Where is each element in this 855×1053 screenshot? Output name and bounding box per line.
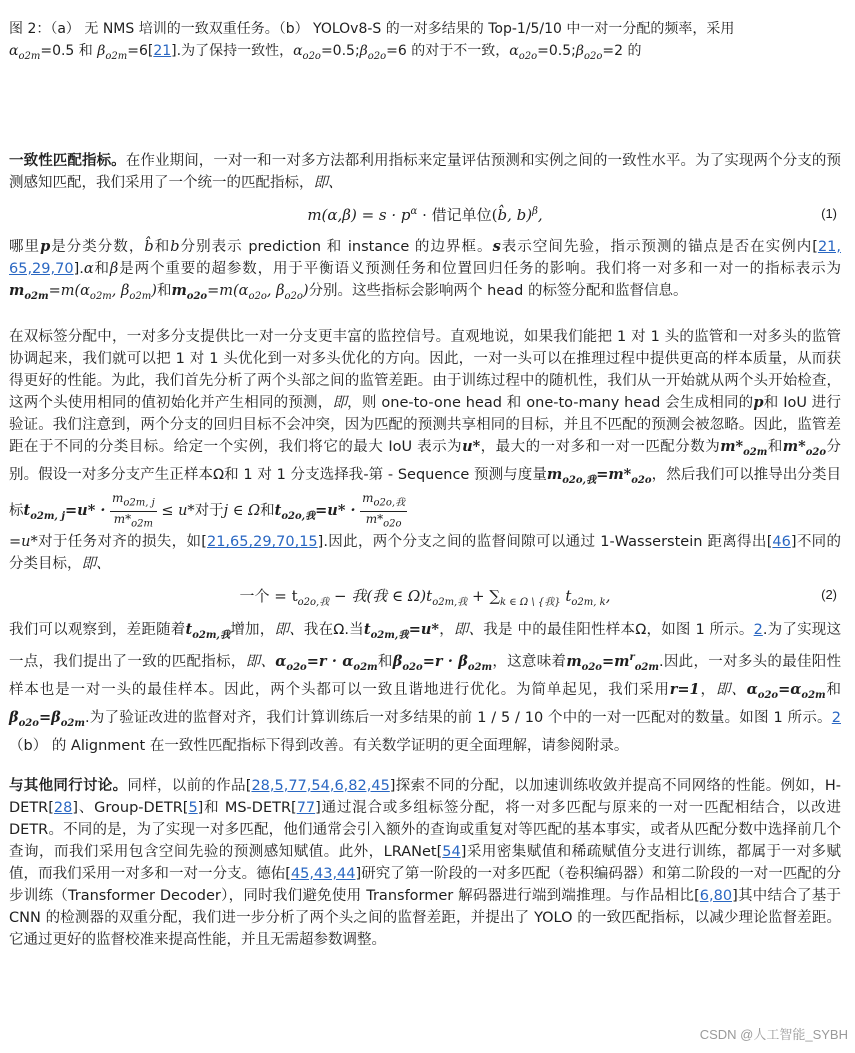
document-page: [9, 18, 841, 951]
caption-line1: 图 2：（a） 无 NMS 培训的一致双重任务。（b） YOLOv8-S 的一对多结果的 Top-1/5/10 中一对一分配的频率，采用: [9, 21, 735, 37]
ref-link[interactable]: 45,43,44: [290, 865, 356, 882]
figure-link[interactable]: 2: [753, 622, 763, 639]
ref-link[interactable]: 77: [296, 799, 316, 816]
equation-2: 一个 = $t_{o2o,我}$ − 我(我 ∈ $\Omega)t_{o2m,我} + \sum_{k \in \Omega \backslash \{我\}}$ $t_{o2m, k}$, (2): [239, 587, 837, 609]
watermark: CSDN @人工智能_SYBH: [699, 1027, 848, 1042]
ref-link[interactable]: 28,5,77,54,6,82,45: [251, 777, 390, 794]
paragraph-discussion: 与其他同行讨论。同样，以前的作品[28,5,77,54,6,82,45]探索不同的分配，以加速训练收敛并提高不同网络的性能。例如，H-DETR[28]、Group-DETR[5]和 MS-DETR[77]通过混合或多组标签分配，将一对多匹配与原来的一对一匹配相结合，以改进 DETR。不同的是，为了实现一对多匹配，他们通常会引入额外的查询或重复对等匹配的基本事实，或者从匹配分数中选择前几个查询，而我们采用包含空间先验的预测感知赋值。此外，LRANet[54]采用密集赋值和稀疏赋值分支进行训练，都属于一对多赋值，而我们采用一对多和一对一分支。德佑[45,43,44]研究了第一阶段的一对多匹配（卷积编码器）和第二阶段的一对一匹配的分步训练（Transformer Decoder），同时我们避免使用 Transformer 解码器进行端到端推理。与作品相比[6,80]其中结合了基于 CNN 的检测器的双重分配，我们进一步分析了两个头之间的监督差距，并提出了 YOLO 的一致匹配指标，以减少理论监督差距。它通过更好的监督校准来提高性能，并且无需超参数调整。: [9, 777, 842, 948]
caption-ref-link[interactable]: 21: [153, 43, 172, 59]
paragraph-supervision-gap: 在双标签分配中，一对多分支提供比一对一分支更丰富的监控信号。直观地说，如果我们能把 1 对 1 头的监管和一对多头的监管协调起来，我们就可以把 1 对 1 头优化到一对多头优化的方向。因此，一对一头可以在推理过程中提供更高的样本质量，从而获得更好的性能。为此，我们首先分析了两个头部之间的监管差距。由于训练过程中的随机性，我们从一开始就从两个头开始检查，这两个头使用相同的值初始化并产生相同的预测，即，则 one-to-one head 和 one-to-many head 会生成相同的p和 IoU 进行验证。我们注意到，两个分支的回归目标不会冲突，因为匹配的预测共享相同的目标，并且不匹配的预测会被忽略。因此，监管差距在于不同的分类目标。给定一个实例，我们将它的最大 IoU 表示为u*，最大的一对多和一对一匹配分数为$m*_{o2m}$和$m*_{o2o}$分别。假设一对多分支产生正样本Ω和 1 对 1 分支选择我-第 - Sequence 预测与度量$m_{o2o,我}=m*_{o2o}$，然后我们可以推导出分类目标$t_{o2m, j}=u*$ · $\frac{m_{o2m, j}}{m*_{o2m}}$ ≤ u*对于j ∈ Ω和$t_{o2o,我}=u*$ · $\frac{m_{o2o,我}}{m*_{o2o}}$ =u*对于任务对齐的损失，如[21,65,29,70,15].因此，两个分支之间的监督间隙可以通过 1-Wasserstein 距离得出[46]不同的分类目标，即、: [9, 328, 842, 573]
ref-link[interactable]: 46: [772, 534, 791, 551]
section-heading: 与其他同行讨论。: [9, 777, 128, 794]
figure-caption: 图 2：（a） 无 NMS 培训的一致双重任务。（b） YOLOv8-S 的一对多结果的 Top-1/5/10 中一对一分配的频率，采用 $\alpha_{o2m}=0.5$ 和 $\beta_{o2m}=6[21]$.为了保持一致性，$\alpha_{o2o}=0.5;\beta_{o2o}=6$ 的对于不一致，$\alpha_{o2o}=0.5;\beta_{o2o}=2$ 的: [9, 21, 735, 62]
caption-math-alpha: $\alpha_{o2m}$: [9, 43, 41, 62]
ref-link[interactable]: 54: [442, 843, 461, 860]
equation-1: $m(\alpha,\beta) = s \cdot p^\alpha$ · 借记单位(b̂, b)$^\beta$, (1): [307, 205, 837, 224]
ref-link[interactable]: 6,80: [699, 887, 733, 904]
ref-link[interactable]: 5: [188, 799, 198, 816]
ref-link[interactable]: 28: [53, 799, 73, 816]
equation-number: (2): [821, 587, 837, 603]
figure-link[interactable]: 2: [831, 709, 841, 726]
paragraph-definitions: 哪里p是分类分数，b̂和b分别表示 prediction 和 instance 的边界框。s表示空间先验，指示预测的锚点是否在实例内[21, 65,29,70].α和β是两个重要的超参数，用于平衡语义预测任务和位置回归任务的影响。我们将一对多和一对一的指标表示为$m_{o2m}=m(\alpha_{o2m}$, $\beta_{o2m}$)和$m_{o2o}=m(\alpha_{o2o}$, $\beta_{o2o}$)分别。这些指标会影响两个 head 的标签分配和监督信息。: [9, 237, 842, 302]
paragraph-consistent-metric: 一致性匹配指标。在作业期间，一对一和一对多方法都利用指标来定量评估预测和实例之间的一致性水平。为了实现两个分支的预测感知匹配，我们采用了一个统一的匹配指标，即、: [9, 152, 842, 191]
ref-link[interactable]: 21,65,29,70,15: [206, 534, 318, 551]
section-heading: 一致性匹配指标。: [9, 152, 126, 169]
paragraph-observation: 我们可以观察到，差距随着$t_{o2m,我}$增加，即、我在Ω.当$t_{o2m,我}=u*$，即、我是 中的最佳阳性样本Ω，如图 1 所示。2.为了实现这一点，我们提出了一致的匹配指标，即、$\alpha_{o2o}=r \cdot \alpha_{o2m}$和$\beta_{o2o}=r \cdot \beta_{o2m}$，这意味着$m_{o2o}=m^r_{o2m}$.因此，一对多头的最佳阳性样本也是一对一头的最佳样本。因此，两个头都可以一致且谐地进行优化。为简单起见，我们采用r=1，即、$\alpha_{o2o}=\alpha_{o2m}$和$\beta_{o2o}=\beta_{o2m}$.为了验证改进的监督对齐，我们计算训练后一对多结果的前 1 / 5 / 10 个中的一对一匹配对的数量。如图 1 所示。2（b） 的 Alignment 在一致性匹配指标下得到改善。有关数学证明的更全面理解，请参阅附录。: [9, 621, 842, 754]
ref-link[interactable]: 21, 65,29,70: [9, 238, 842, 277]
equation-number: (1): [821, 205, 837, 221]
